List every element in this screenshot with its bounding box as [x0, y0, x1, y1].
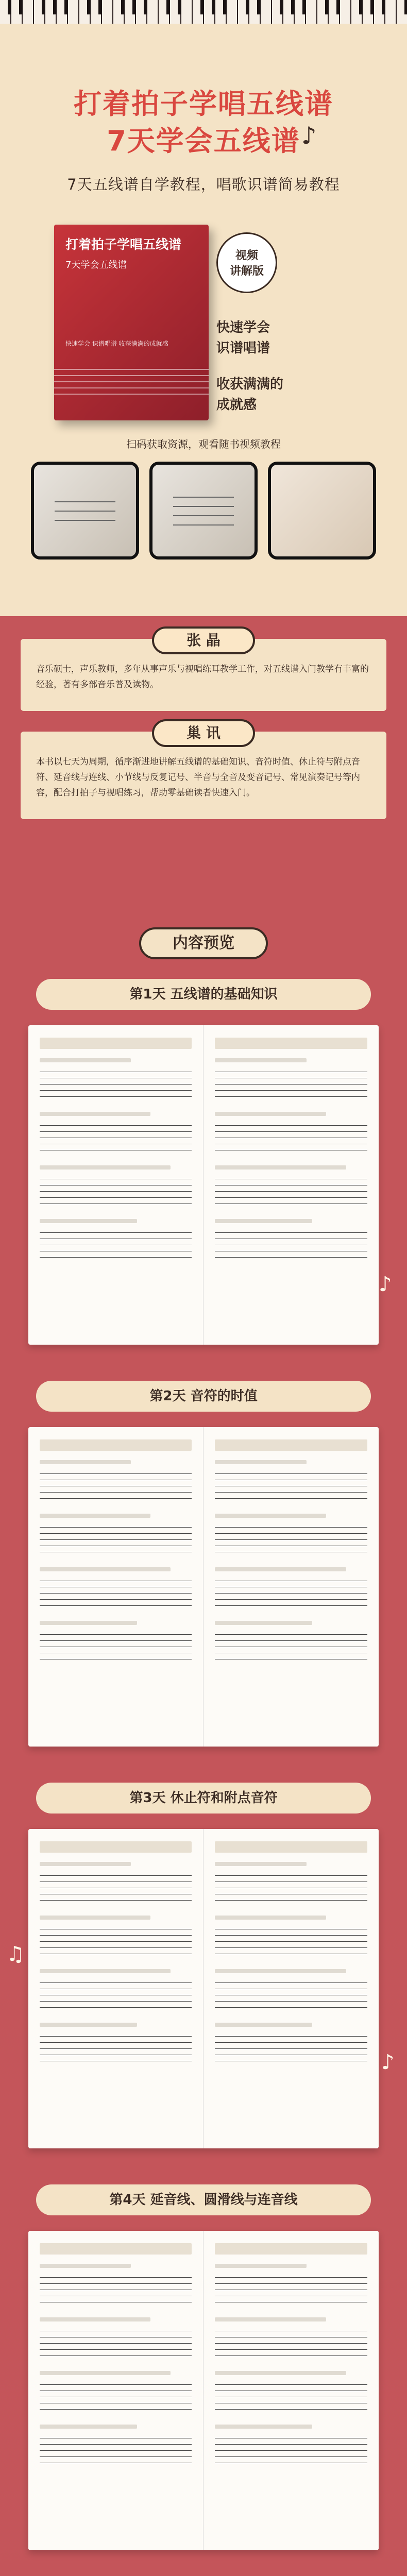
piano-white-key — [68, 0, 79, 24]
music-note-icon: ♪ — [381, 2050, 395, 2074]
piano-black-key — [404, 0, 407, 14]
day-banner-2: 第2天 音符的时值 — [36, 1381, 371, 1412]
author-text: 音乐硕士，声乐教师，多年从事声乐与视唱练耳教学工作，对五线谱入门教学有丰富的经验，著有多部音乐普及读物。 — [36, 664, 369, 690]
preview-page-left — [28, 1829, 204, 2148]
piano-keys-header — [0, 0, 407, 24]
feature-1-line2: 识谱唱谱 — [216, 341, 270, 356]
piano-white-key — [340, 0, 351, 24]
piano-white-key — [261, 0, 272, 24]
intro-section — [21, 724, 386, 819]
feature-2 — [216, 374, 283, 415]
piano-white-key — [385, 0, 397, 24]
feature-1-line1: 快速学会 — [216, 320, 270, 335]
hero-title — [0, 86, 407, 160]
day-banner-1: 第1天 五线谱的基础知识 — [36, 979, 371, 1010]
phone-preview-1 — [31, 462, 139, 560]
preview-page-left — [28, 2231, 204, 2550]
book-desc: 快速学会 识谱唱谱 收获满满的成就感 — [65, 340, 168, 347]
day-preview-3 — [28, 1829, 379, 2148]
preview-label: 内容预览 — [139, 927, 268, 959]
preview-page-left — [28, 1025, 204, 1345]
feature-2-line2: 成就感 — [216, 397, 257, 413]
badge-line1: 视频 — [235, 249, 258, 262]
piano-white-key — [227, 0, 238, 24]
day-preview-2 — [28, 1427, 379, 1747]
phone-preview-3 — [268, 462, 376, 560]
phone-preview-2 — [149, 462, 258, 560]
video-badge — [216, 232, 277, 293]
piano-white-key — [181, 0, 193, 24]
book-staff-icon — [54, 369, 209, 400]
book-title-line2: 7天学会五线谱 — [65, 260, 127, 270]
day-preview-1 — [28, 1025, 379, 1345]
book-cover — [54, 225, 209, 420]
piano-white-key — [23, 0, 34, 24]
feature-2-line1: 收获满满的 — [216, 377, 284, 392]
intro-label: 巢 讯 — [152, 719, 255, 747]
hero-caption: 扫码获取资源，观看随书视频教程 — [126, 438, 281, 450]
piano-white-key — [102, 0, 113, 24]
book-title-line1: 打着拍子学唱五线谱 — [65, 237, 182, 252]
author-section — [21, 632, 386, 711]
music-note-icon: ♫ — [6, 1942, 25, 1966]
piano-white-key — [147, 0, 159, 24]
preview-page-right — [204, 2231, 379, 2550]
hero-title-line2: 7天学会五线谱 — [107, 125, 300, 157]
preview-page-right — [204, 1427, 379, 1747]
feature-1 — [216, 317, 270, 359]
day-banner-3: 第3天 休止符和附点音符 — [36, 1783, 371, 1814]
music-note-icon: ♪ — [379, 1273, 392, 1296]
music-note-icon: ♪ — [301, 122, 317, 149]
hero-title-line1: 打着拍子学唱五线谱 — [74, 88, 333, 120]
badge-line2: 讲解版 — [229, 265, 264, 278]
hero-subtitle: 7天五线谱自学教程，唱歌识谱简易教程 — [67, 176, 340, 193]
intro-text: 本书以七天为周期，循序渐进地讲解五线谱的基础知识、音符时值、休止符与附点音符、延音线与连线、小节线与反复记号、半音与全音及变音记号、常见演奏记号等内容，配合打拍子与视唱练习，帮助零基础读者快速入门。 — [36, 757, 360, 798]
author-label: 张 晶 — [152, 626, 255, 654]
day-preview-4 — [28, 2231, 379, 2550]
preview-page-right — [204, 1829, 379, 2148]
day-banner-4: 第4天 延音线、圆滑线与连音线 — [36, 2184, 371, 2215]
preview-page-right — [204, 1025, 379, 1345]
piano-white-key — [306, 0, 317, 24]
hero-section — [0, 24, 407, 616]
preview-page-left — [28, 1427, 204, 1747]
